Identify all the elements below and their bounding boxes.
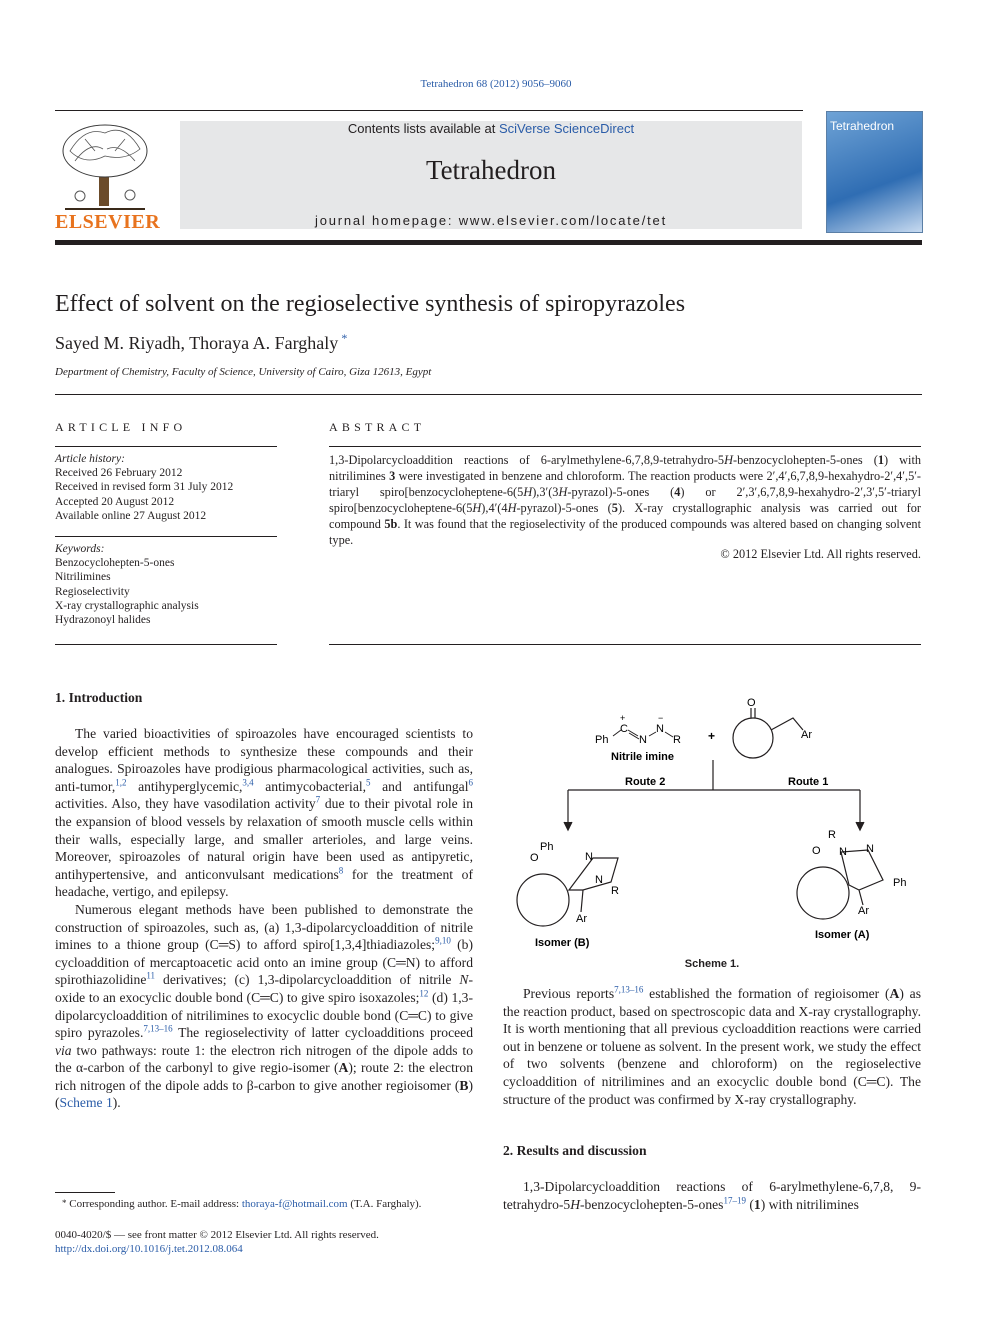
cover-title: Tetrahedron bbox=[830, 119, 895, 133]
isomer-b-r: R bbox=[611, 885, 619, 897]
paper-title: Effect of solvent on the regioselective synthesis of spiropyrazoles bbox=[55, 291, 686, 317]
footnote-text: Corresponding author. E-mail address: bbox=[69, 1198, 242, 1210]
nitrile-imine-r: R bbox=[673, 734, 681, 746]
route-2-label: Route 2 bbox=[625, 776, 666, 788]
isomer-a-ar: Ar bbox=[858, 905, 869, 917]
nitrile-imine-ph: Ph bbox=[595, 734, 609, 746]
header-rule bbox=[55, 110, 803, 111]
introduction-text bbox=[55, 725, 473, 1112]
header-thick-rule bbox=[55, 240, 922, 245]
footnote-rule bbox=[55, 1192, 115, 1193]
history-label: Article history: bbox=[55, 453, 125, 465]
article-history bbox=[55, 452, 277, 523]
cycloheptanone-ring bbox=[733, 718, 773, 758]
isomer-a-o: O bbox=[812, 845, 821, 857]
article-info-heading: ARTICLE INFO bbox=[55, 420, 187, 434]
nitrile-imine-n: N bbox=[639, 734, 647, 746]
plus-charge: + bbox=[620, 713, 626, 723]
authors: Sayed M. Riyadh, Thoraya A. Farghaly bbox=[55, 333, 339, 353]
keyword: Nitrilimines bbox=[55, 571, 111, 584]
isomer-b-label: Isomer (B) bbox=[535, 937, 590, 949]
isomer-a-ring bbox=[797, 867, 849, 919]
elsevier-tree-logo bbox=[55, 121, 155, 213]
email-owner: (T.A. Farghaly). bbox=[347, 1198, 422, 1210]
contents-prefix: Contents lists available at bbox=[347, 121, 499, 136]
title-rule bbox=[55, 394, 922, 395]
keyword: Benzocyclohepten-5-ones bbox=[55, 557, 175, 570]
abstract-rule bbox=[329, 446, 921, 447]
article-info-bottom-rule bbox=[55, 644, 277, 645]
journal-homepage[interactable]: journal homepage: www.elsevier.com/locate/tet bbox=[315, 213, 667, 228]
scheme-1-diagram bbox=[503, 690, 921, 980]
isomer-a-ph: Ph bbox=[893, 877, 907, 889]
abstract-heading: ABSTRACT bbox=[329, 420, 426, 434]
keywords bbox=[55, 542, 277, 627]
isomer-b-ph: Ph bbox=[540, 841, 554, 853]
results-text: 1,3-Dipolarcycloaddition reactions of 6-arylmethylene-6,7,8, 9-tetrahydro-5H-benzocyclohepten-5-ones$^{17-19}$ (1) with nitrilimines bbox=[503, 1179, 921, 1212]
author-email-link[interactable]: thoraya-f@hotmail.com bbox=[241, 1198, 348, 1210]
isomer-a-n1: N bbox=[839, 846, 847, 858]
enone-o: O bbox=[747, 697, 756, 709]
isomer-b-n1: N bbox=[585, 851, 593, 863]
elsevier-wordmark[interactable]: ELSEVIER bbox=[55, 211, 161, 233]
keywords-label: Keywords: bbox=[55, 543, 105, 555]
abstract-copyright: © 2012 Elsevier Ltd. All rights reserved. bbox=[720, 547, 921, 561]
history-item: Received 26 February 2012 bbox=[55, 467, 183, 480]
nitrile-imine-c: C bbox=[620, 723, 628, 735]
history-item: Available online 27 August 2012 bbox=[55, 509, 207, 522]
isomer-b-n2: N bbox=[595, 874, 603, 886]
keyword: Regioselectivity bbox=[55, 585, 130, 598]
isomer-b-ring bbox=[517, 874, 569, 926]
minus-charge: − bbox=[658, 713, 664, 723]
footnote-mark: * bbox=[62, 1198, 67, 1208]
corresponding-author-mark[interactable]: * bbox=[341, 331, 348, 345]
abstract-text: 1,3-Dipolarcycloaddition reactions of 6-arylmethylene-6,7,8,9-tetrahydro-5H-benzocyclohepten-5-ones (1) with nitrilimines 3 were investigated in benzene and chloroform. The reaction products were 2′,4′,6,7,8,9-hexahydro-2′,4′,5′-triaryl spiro[benzocycloheptene-6(5H),3′(3H-pyrazol)-5-ones (4) or 2′,3′,6,7,8,9-hexahydro-2′,3′,5′-triaryl spiro[benzocycloheptene-6(5H),4′(4H-pyrazol)-5-ones (5). X-ray crystallographic analysis was carried out for compound 5b. It was found that the regioselectivity of the produced compounds was altered based on changing solvent type. bbox=[329, 453, 922, 547]
isomer-b-ar: Ar bbox=[576, 913, 587, 925]
issn-line: 0040-4020/$ — see front matter © 2012 Elsevier Ltd. All rights reserved. bbox=[55, 1229, 379, 1241]
intro-paragraph-2: Numerous elegant methods have been published to demonstrate the construction of spiroazoles, such as, (a) 1,3-dipolarcycloaddition of nitrile imines to a thione group (C═S) to afford spiro[1,3,4]thiadiazoles;$^{9,10}$ (b) cycloaddition of mercaptoacetic acid onto an imine group (C═N) to afford spirothiazolidine$^{11}$ derivatives; (c) 1,3-dipolarcycloaddition of nitrile N-oxide to an exocyclic double bond (C═C) to give spiro isoxazoles;$^{12}$ (d) 1,3-dipolarcycloaddition of nitrilimines to exocyclic double bond (C═C) to give spiro pyrazoles.$^{7,13-16}$ The regioselectivity of latter cycloadditions proceed via two pathways: route 1: the electron rich nitrogen of the dipole adds to the α-carbon of the carbonyl to give regio-isomer (A); route 2: the electron rich nitrogen of the dipole adds to β-carbon to give another regioisomer (B) (Scheme 1). bbox=[55, 901, 474, 1111]
history-item: Accepted 20 August 2012 bbox=[55, 495, 175, 508]
introduction-heading: 1. Introduction bbox=[55, 690, 143, 705]
nitrile-imine-n2: N bbox=[656, 723, 664, 735]
nitrile-imine-label: Nitrile imine bbox=[611, 751, 674, 763]
history-item: Received in revised form 31 July 2012 bbox=[55, 481, 234, 494]
contents-line bbox=[180, 121, 802, 136]
intro-paragraph-1: The varied bioactivities of spiroazoles have encouraged scientists to develop efficient methods to synthesize these compounds and their analogues. Spiroazoles have prodigious pharmacological activities, such as, anti-tumor,$^{1,2}$ antihyperglycemic,$^{3,4}$ antimycobacterial,$^5$ and antifungal$^6$ activities. Also, they have vasodilation activity$^7$ due to their pivotal role in the expansion of blood vessels by relaxation of smooth muscle cells within their walls, especially large, and smaller arterioles, and large veins. Moreover, spiroazoles of natural origin have been used as antipyretic, antihypertensive, and anticonvulsant medications$^8$ for the treatment of headache, vertigo, and epilepsy. bbox=[55, 726, 474, 900]
keywords-rule bbox=[55, 536, 277, 537]
keyword: X-ray crystallographic analysis bbox=[55, 599, 199, 612]
corresponding-footnote bbox=[62, 1198, 421, 1210]
doi-link[interactable]: http://dx.doi.org/10.1016/j.tet.2012.08.064 bbox=[55, 1243, 243, 1255]
isomer-a-r: R bbox=[828, 829, 836, 841]
journal-citation[interactable]: Tetrahedron 68 (2012) 9056–9060 bbox=[420, 78, 572, 90]
article-info-rule bbox=[55, 446, 277, 447]
journal-name: Tetrahedron bbox=[425, 155, 557, 185]
route-1-label: Route 1 bbox=[788, 776, 829, 788]
plus-sign: + bbox=[708, 729, 716, 743]
isomer-a-label: Isomer (A) bbox=[815, 929, 870, 941]
abstract-bottom-rule bbox=[329, 644, 921, 645]
author-list bbox=[55, 333, 347, 354]
affiliation: Department of Chemistry, Faculty of Science, University of Cairo, Giza 12613, Egypt bbox=[55, 366, 432, 378]
enone-ar: Ar bbox=[801, 729, 812, 741]
isomer-a-n2: N bbox=[866, 843, 874, 855]
scheme-caption: Scheme 1. bbox=[684, 958, 740, 970]
isomer-b-o: O bbox=[530, 852, 539, 864]
results-heading: 2. Results and discussion bbox=[503, 1143, 647, 1158]
sciencedirect-link[interactable]: SciVerse ScienceDirect bbox=[498, 121, 635, 136]
keyword: Hydrazonoyl halides bbox=[55, 614, 151, 627]
right-paragraph: Previous reports$^{7,13-16}$ established the formation of regioisomer (A) as the reaction product, based on spectroscopic data and X-ray crystallography. It is worth mentioning that all previous cycloaddition reactions were carried out in benzene or toluene as solvent. In the present work, we study the effect of two solvents (benzene and chloroform) on the regioselective cycloaddition of nitrilimines and an exocyclic double bond (C═C). The structure of the product was confirmed by X-ray crystallography. bbox=[503, 984, 921, 1107]
